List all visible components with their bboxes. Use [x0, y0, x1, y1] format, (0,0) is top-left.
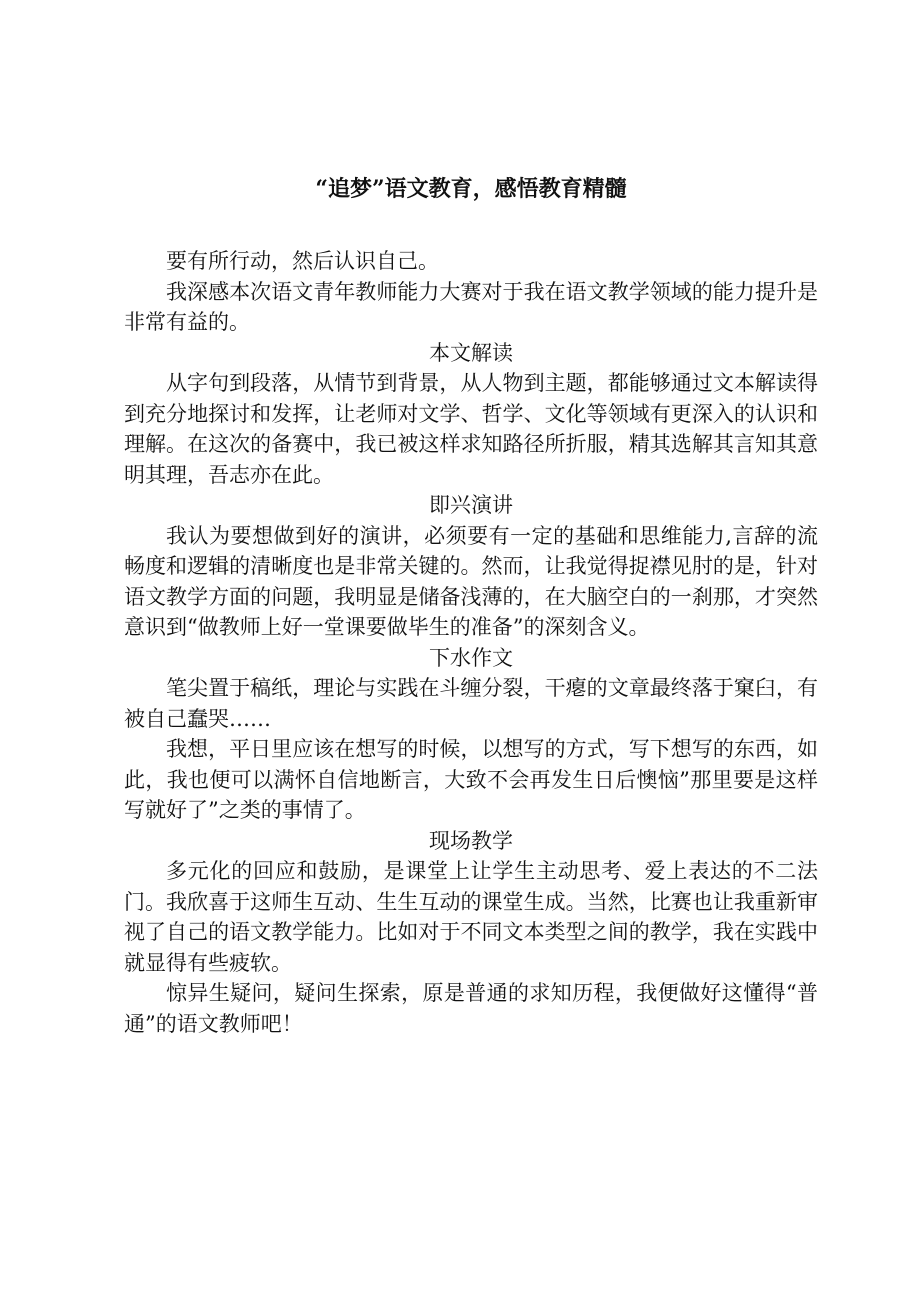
- intro-block: [124, 246, 818, 338]
- section-paragraph: 惊异生疑问，疑问生探索，原是普通的求知历程，我便做好这懂得“普通”的语文教师吧！: [124, 981, 818, 1036]
- intro-paragraph: 要有所行动，然后认识自己。: [166, 249, 439, 273]
- section-writing: [124, 643, 818, 826]
- document-title: “追梦”语文教育，感悟教育精髓: [315, 176, 627, 202]
- section-paragraph: 笔尖置于稿纸，理论与实践在斗缠分裂，干瘪的文章最终落于窠臼，有被自己蠢哭……: [124, 676, 818, 731]
- document-page: [124, 172, 818, 1039]
- section-heading: 本文解读: [429, 340, 513, 365]
- section-text-interpretation: [124, 338, 818, 491]
- section-paragraph: 我想，平日里应该在想写的时候，以想写的方式，写下想写的东西，如此，我也便可以满怀自信地断言，大致不会再发生日后懊恼”那里要是这样写就好了”之类的事情了。: [124, 737, 818, 822]
- section-heading: 即兴演讲: [429, 493, 513, 517]
- section-heading: 现场教学: [429, 828, 513, 853]
- section-live-teaching: [124, 826, 818, 1040]
- intro-paragraph: 我深感本次语文青年教师能力大赛对于我在语文教学领域的能力提升是非常有益的。: [124, 279, 818, 334]
- section-heading: 下水作文: [429, 645, 513, 670]
- section-paragraph: 从字句到段落，从情节到背景，从人物到主题，都能够通过文本解读得到充分地探讨和发挥，让老师对文学、哲学、文化等领域有更深入的认识和理解。在这次的备赛中，我已被这样求知路径所折服，精其选解其言知其意明其理，吾志亦在此。: [124, 371, 818, 487]
- section-impromptu-speech: [124, 490, 818, 643]
- section-paragraph: 多元化的回应和鼓励，是课堂上让学生主动思考、爱上表达的不二法门。我欣喜于这师生互动、生生互动的课堂生成。当然，比赛也让我重新审视了自己的语文教学能力。比如对于不同文本类型之间的教学，我在实践中就显得有些疲软。: [124, 859, 818, 975]
- section-paragraph: 我认为要想做到好的演讲，必须要有一定的基础和思维能力,言辞的流畅度和逻辑的清晰度也是非常关键的。然而，让我觉得捉襟见肘的是，针对语文教学方面的问题，我明显是储备浅薄的，在大脑空白的一刹那，才突然意识到“做教师上好一堂课要做毕生的准备”的深刻含义。: [124, 523, 818, 639]
